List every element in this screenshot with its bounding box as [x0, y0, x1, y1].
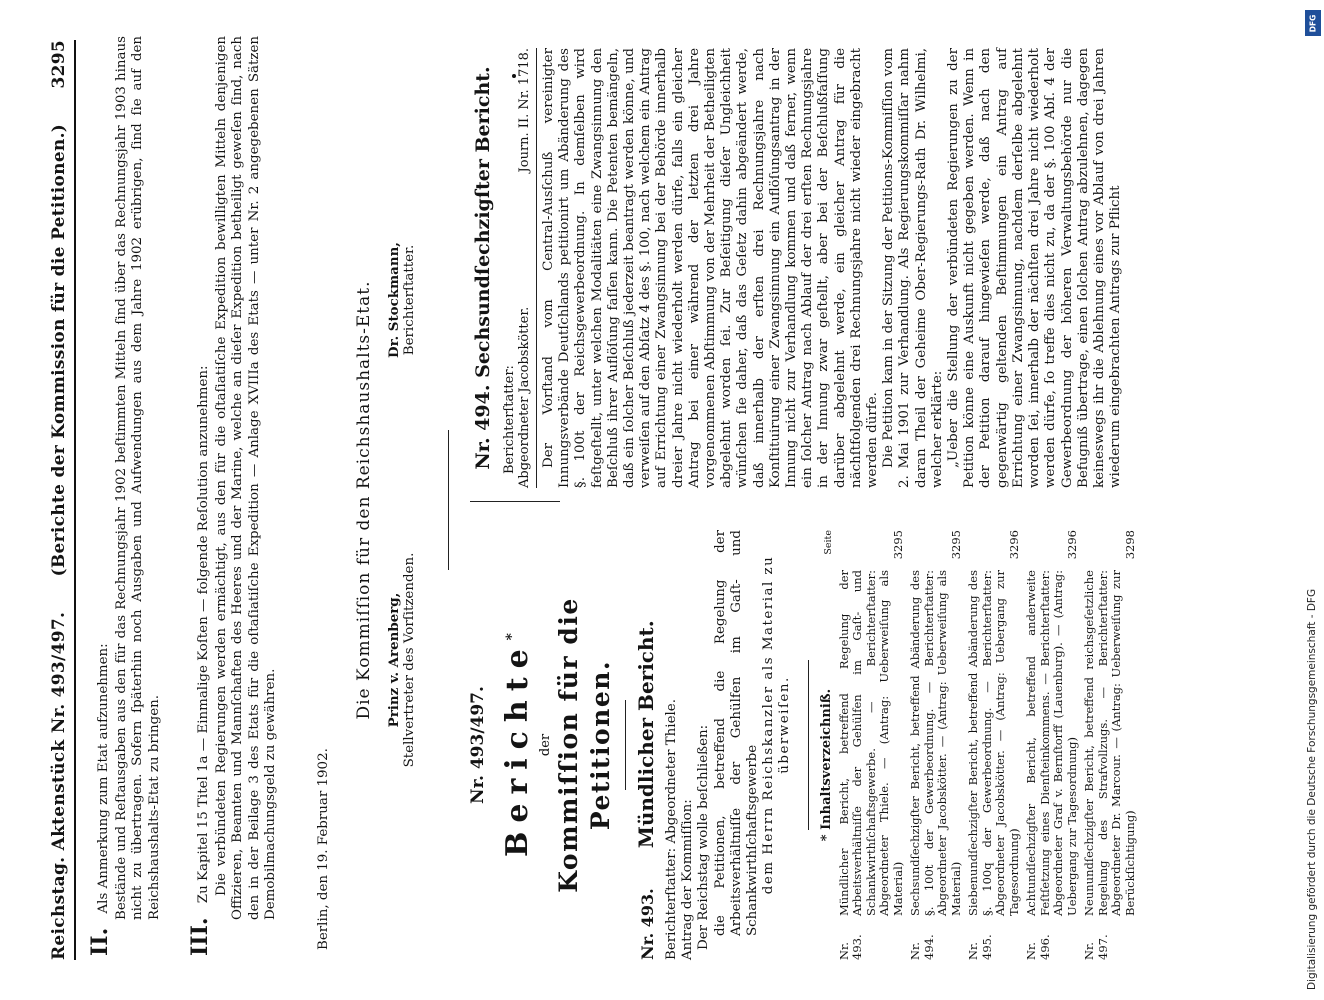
kommission-heading: Kommiſſion für die Petitionen.: [554, 597, 615, 893]
signatory-right-role: Berichterſtatter.: [402, 244, 418, 356]
nr493-antrag-body: die Petitionen, betreffend die Regelung der Arbeitsverhältniſſe der Gehülfen im Gaſt- und Schankwirthſchaftsgewerbe: [712, 530, 761, 936]
toc-page: 3295: [890, 530, 905, 560]
footnote-mark: *: [504, 633, 520, 641]
running-head-left: Reichstag. Aktenstück Nr. 493/497.: [49, 611, 69, 960]
berichte-heading: [492, 530, 538, 960]
toc-page: 3295: [948, 530, 963, 560]
running-head-center: (Berichte der Kommission für die Petitionen.): [49, 123, 69, 577]
nr493-antrag-end: dem Herrn Reichskanzler als Material zu überweiſen.: [761, 555, 793, 895]
nr494-meta-rule: [536, 48, 537, 488]
nr494-berichterstatter-name: Abgeordneter Jacobskötter.: [517, 306, 532, 488]
right-column: [470, 48, 1124, 488]
nr494-para-3: „Ueber die Stellung der verbündeten Regierungen zu der Petition könne eine Auskunft nicht gegeben werden. Wenn in der Petition darauf hingewieſen werde, daß nach den gegenwärtig geltenden Beſtimmungen ein Antrag auf Errichtung einer Zwangsinnung, nachdem derſelbe abgelehnt worden ſei, innerhalb der nächſten drei Jahre nicht wiederholt werden dürfe, ſo treffe dies nicht zu, da der §. 100 Abſ. 4 der Gewerbeordnung der höheren Verwaltungsbehörde nur die Befugniß übertrage, einen ſolchen Antrag abzulehnen, dagegen keineswegs ihr die Ablehnung eines vor Ablauf von drei Jahren wiederum eingebrachten Antrags zur Pflicht: [946, 48, 1124, 488]
nr493-berichterstatter: Berichterſtatter: Abgeordneter Thiele.: [664, 699, 679, 960]
toc-text: Siebenundſechzigſter Bericht, betreffend Abänderung des §. 100q der Gewerbeordnung. — Berichterſtatter: Abgeordneter Jacobskötter. — (Antrag: Uebergang zur Tagesordnung): [966, 570, 1021, 916]
toc-text: Neunundſechzigſter Bericht, betreffend reichsgeſetzliche Regelung des Strafvollzugs. — Berichterſtatter: Abgeordneter Dr. Marcour. — (Antrag: Ueberweiſung zur Berückſichtigung): [1082, 570, 1137, 916]
nr493-antrag-label: Antrag der Kommiſſion:: [680, 799, 696, 960]
nr493-title: Mündlicher Bericht.: [634, 620, 658, 849]
item-II: [87, 36, 163, 956]
signatory-left: [386, 500, 418, 820]
toc-item: [838, 530, 906, 960]
toc-item: [1083, 530, 1137, 960]
section-divider: [448, 430, 449, 570]
nr494-heading: Nr. 494. Sechsundſechzigſter Bericht.: [472, 66, 494, 470]
nr494-para-2: Die Petition kam in der Sitzung der Petitions-Kommiſſion vom 2. Mai 1901 zur Verhandlung. Als Regierungskommiſſar nahm daran Theil der Geheime Ober-Regierungs-Rath Dr. Wilhelmi, welcher erklärte:: [881, 48, 945, 488]
signatory-left-role: Stellvertreter des Vorſitzenden.: [402, 552, 418, 768]
toc-item: [1025, 530, 1079, 960]
signatory-left-name: Prinz v. Arenberg,: [386, 592, 402, 728]
running-head: [44, 40, 76, 960]
toc-nr: Nr. 493.: [836, 934, 865, 960]
toc-page: 3296: [1006, 530, 1021, 560]
signatory-right-name: Dr. Stockmann,: [386, 242, 402, 358]
toc-nr: Nr. 496.: [1024, 934, 1052, 960]
item-III-intro: Zu Kapitel 15 Titel 1a — Einmalige Koſten — folgende Reſolution anzunehmen:: [196, 365, 211, 904]
ink-dot: [512, 74, 516, 78]
toc-list: [838, 530, 1138, 960]
item-III-numeral: III.: [187, 917, 213, 956]
signatory-right: [386, 160, 418, 440]
nr493-label: Nr. 493.: [638, 888, 657, 960]
item-III-body: Die verbündeten Regierungen werden ermächtigt, aus den für die oſtaſiatiſche Expedition bewilligten Mitteln denjenigen Offizieren, Beamten und Mannſchaften des Heeres und der Marine, welche an dieſer Expedition betheiligt geweſen ſind, nach den in der Beilage 3 des Etats für die oſtaſiatiſche Expedition — Anlage XVIIIa des Etats — unter Nr. 2 angegebenen Sätzen Demobilmachungsgeld zu gewähren.: [214, 36, 278, 920]
left-column: [468, 530, 1141, 960]
column-divider: [470, 501, 560, 502]
nr494-berichterstatter: [502, 307, 532, 488]
page-number: 3295: [49, 40, 69, 89]
toc-item: [909, 530, 963, 960]
heading-rule: [625, 700, 626, 790]
nr494-berichterstatter-label: Berichterſtatter:: [502, 365, 517, 474]
toc-nr: Nr. 497.: [1082, 934, 1110, 960]
toc-nr: Nr. 495.: [966, 934, 994, 960]
item-II-numeral: II.: [87, 927, 113, 956]
digitization-attribution: [1303, 10, 1321, 990]
nr494-para-1: Der Vorſtand vom Central-Ausſchuß vereinigter Innungsverbände Deutſchlands petitionirt um Abänderung des §. 100t der Reichsgewerbeordnung. In demſelben wird feſtgeſtellt, unter welchen Modalitäten eine Zwangsinnung den Beſchluß ihrer Auflöſung faſſen kann. Die Petenten bemängeln, daß ein ſolcher Beſchluß jederzeit beantragt werden könne, und verweiſen auf den Abſatz 4 des §. 100, nach welchem ein Antrag auf Errichtung einer Zwangsinnung bei der Behörde innerhalb dreier Jahre nicht wiederholt werden dürfe, falls ein gleicher Antrag bei einer während der letzten drei Jahre vorgenommenen Abſtimmung von der Mehrheit der Betheiligten abgelehnt worden ſei. Zur Beſeitigung dieſer Ungleichheit wünſchen ſie daher, daß das Geſetz dahin abgeändert werde, daß innerhalb der erſten drei Rechnungsjahre nach Konſtituirung einer Zwangsinnung ein Auflöſungsantrag in der Innung nicht zur Verhandlung kommen und daß ferner, wenn ein ſolcher Antrag nach Ablauf der drei erſten Rechnungsjahre in der Innung zwar geſtellt, aber bei der Beſchlußfaſſung darüber abgelehnt werde, ein gleicher Antrag für die nächſtfolgenden drei Rechnungsjahre nicht wieder eingebracht werden dürfe.: [541, 48, 881, 488]
toc-text: Mündlicher Bericht, betreffend Regelung der Arbeitsverhältniſſe der Gehülfen im Gaſt- und Schankwirthſchaftsgewerbe. — Berichterſtatter: Abgeordneter Thiele. — (Antrag: Ueberweiſung als Material): [836, 570, 905, 916]
toc-title: * Inhaltsverzeichniß.: [818, 688, 834, 842]
toc-item: [967, 530, 1021, 960]
heading-der: der: [538, 733, 553, 757]
item-III: [187, 36, 279, 956]
dfg-logo-icon: DFG: [1305, 10, 1321, 36]
digitization-attribution-text: Digitalisierung gefördert durch die Deutsche Forschungsgemeinschaft - DFG: [1306, 588, 1318, 990]
date-line: Berlin, den 19. Februar 1902.: [316, 748, 331, 950]
toc-rule: [808, 660, 809, 830]
nr493-antrag-intro: Der Reichstag wolle beſchließen:: [696, 724, 712, 950]
item-II-body: Bestände und Reſtausgaben aus den für das Rechnungsjahr 1902 beſtimmten Mitteln ſind über das Rechnungsjahr 1903 hinaus nicht zu übertragen. Sofern ſpäterhin noch Ausgaben und Aufwendungen aus dem Jahre 1902 erübrigen, ſind ſie auf den Reichshaushalts-Etat zu bringen.: [114, 36, 162, 920]
toc-page: 3296: [1064, 530, 1079, 560]
berichte-heading-nr: Nr. 493/497.: [468, 686, 488, 804]
toc-nr: Nr. 494.: [908, 934, 936, 960]
toc-header: [819, 530, 834, 960]
nr494-meta: [502, 48, 532, 488]
toc-page-header: Seite: [822, 530, 834, 555]
nr493-heading: [634, 530, 658, 960]
item-II-intro: Als Anmerkung zum Etat aufzunehmen:: [96, 643, 111, 914]
toc-text: Achtundſechzigſter Bericht, betreffend anderweite Feſtſetzung eines Dienſteinkommens. — Berichterſtatter: Abgeordneter Graf v. Bernſtorff (Lauenburg). — (Antrag: Uebergang zur Tagesordnung): [1024, 570, 1079, 916]
toc-page: 3298: [1122, 530, 1137, 560]
nr494-journal-ref: Journ. II. Nr. 1718.: [517, 48, 532, 173]
berichte-word: Berichte: [500, 640, 535, 857]
budget-commission-line: Die Kommiſſion für den Reichshaushalts-Etat.: [354, 280, 374, 720]
toc-text: Sechsundſechzigſter Bericht, betreffend Abänderung des §. 100t der Gewerbeordnung. — Berichterſtatter: Abgeordneter Jacobskötter. — (Antrag: Ueberweiſung als Material): [908, 570, 963, 916]
